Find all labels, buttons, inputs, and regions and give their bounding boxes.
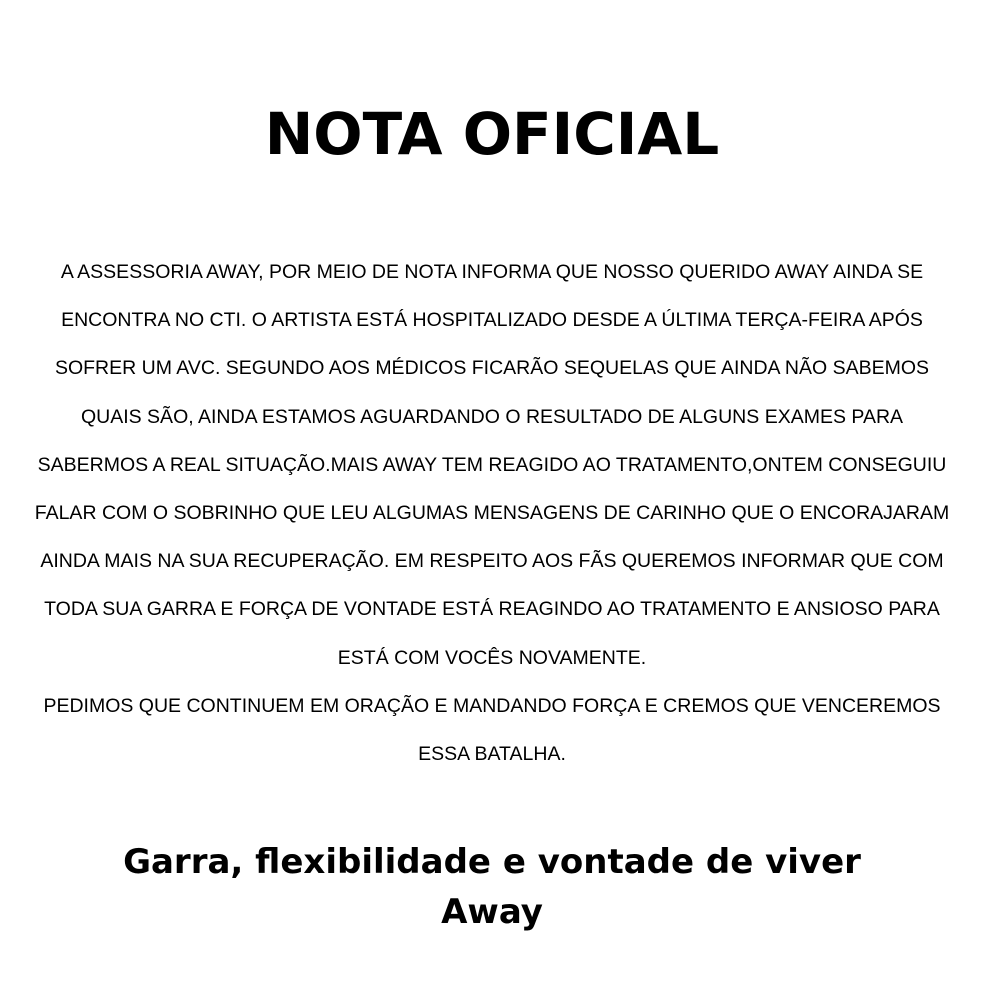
body-line: TODA SUA GARRA E FORÇA DE VONTADE ESTÁ REAGINDO AO TRATAMENTO E ANSIOSO PARA [44,598,940,621]
note-footer [0,837,984,937]
body-line: PEDIMOS QUE CONTINUEM EM ORAÇÃO E MANDANDO FORÇA E CREMOS QUE VENCEREMOS [43,694,941,717]
body-line: SOFRER UM AVC. SEGUNDO AOS MÉDICOS FICARÃO SEQUELAS QUE AINDA NÃO SABEMOS [54,357,930,380]
body-line: ESSA BATALHA. [418,743,566,766]
page-title: NOTA OFICIAL [264,100,720,168]
body-line: AINDA MAIS NA SUA RECUPERAÇÃO. EM RESPEITO AOS FÃS QUEREMOS INFORMAR QUE COM [40,550,944,573]
body-line: FALAR COM O SOBRINHO QUE LEU ALGUMAS MENSAGENS DE CARINHO QUE O ENCORAJARAM [34,502,950,525]
body-line: ESTÁ COM VOCÊS NOVAMENTE. [337,646,647,669]
body-line: A ASSESSORIA AWAY, POR MEIO DE NOTA INFORMA QUE NOSSO QUERIDO AWAY AINDA SE [60,261,924,283]
body-line: QUAIS SÃO, AINDA ESTAMOS AGUARDANDO O RESULTADO DE ALGUNS EXAMES PARA [80,405,904,428]
signature: Away [441,892,543,932]
slogan: Garra, flexibilidade e vontade de viver [123,842,861,882]
body-line: SABERMOS A REAL SITUAÇÃO.MAIS AWAY TEM REAGIDO AO TRATAMENTO,ONTEM CONSEGUIU [37,453,947,476]
body-line: ENCONTRA NO CTI. O ARTISTA ESTÁ HOSPITALIZADO DESDE A ÚLTIMA TERÇA-FEIRA APÓS [61,309,923,332]
note-body [0,248,984,778]
